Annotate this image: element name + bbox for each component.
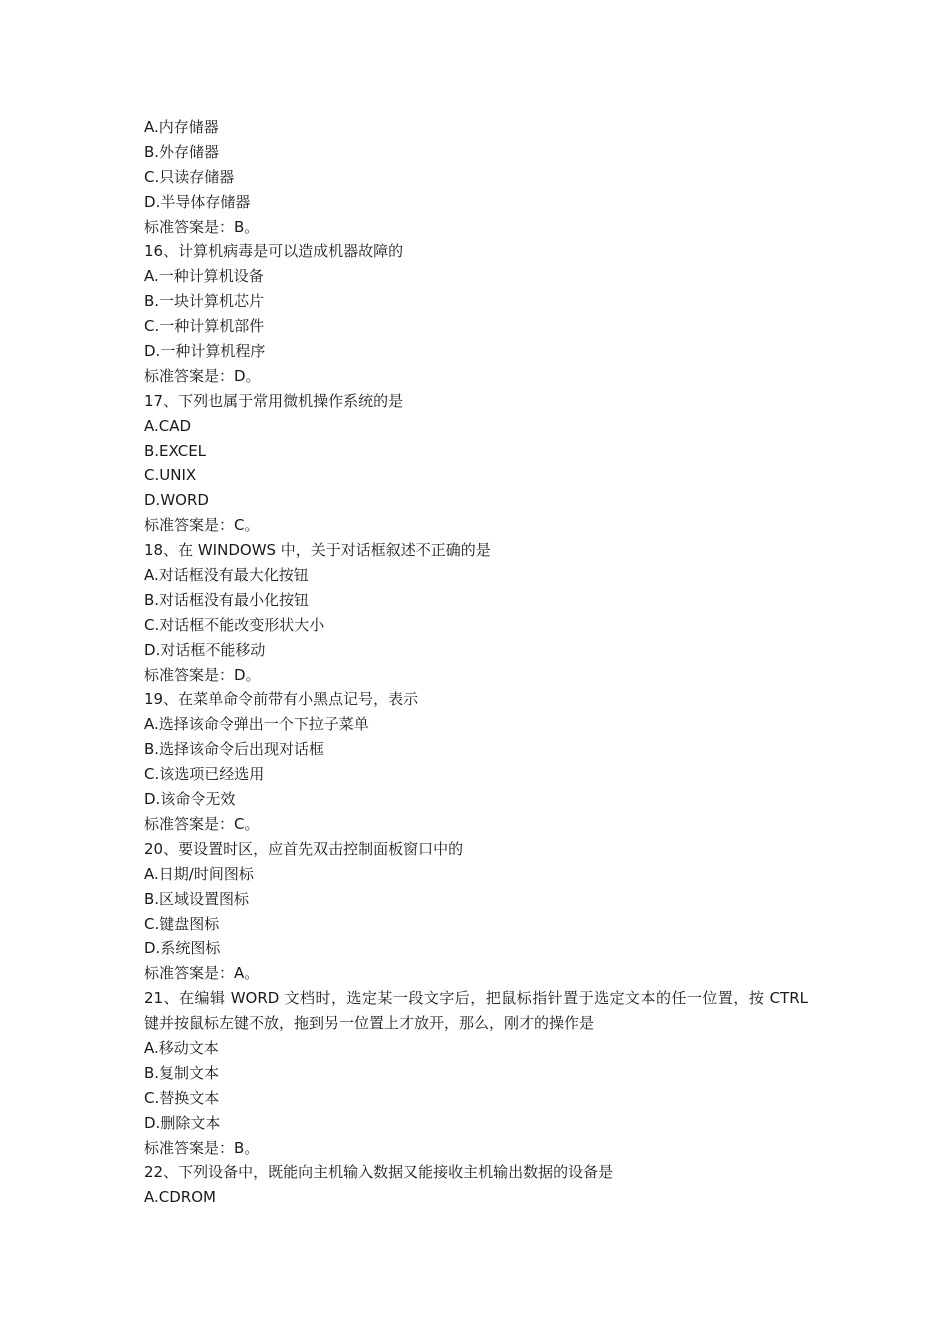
answer-line: 标准答案是：D。	[144, 366, 261, 385]
option-line: A.对话框没有最大化按钮	[144, 566, 309, 585]
option-line: B.外存储器	[144, 142, 220, 161]
option-line: D.该命令无效	[144, 790, 236, 809]
question-16: 16、计算机病毒是可以造成机器故障的	[144, 242, 404, 261]
option-line: B.选择该命令后出现对话框	[144, 740, 325, 759]
option-line: B.一块计算机芯片	[144, 292, 265, 311]
option-line: C.该选项已经选用	[144, 765, 265, 784]
answer-line: 标准答案是：B。	[144, 217, 260, 236]
answer-line: 标准答案是：D。	[144, 665, 261, 684]
option-line: A.CDROM	[144, 1188, 216, 1207]
option-line: A.选择该命令弹出一个下拉子菜单	[144, 715, 369, 734]
option-line: A.CAD	[144, 416, 192, 435]
option-line: B.区域设置图标	[144, 889, 250, 908]
option-line: C.键盘图标	[144, 914, 220, 933]
option-line: A.内存储器	[144, 118, 219, 136]
question-17: 17、下列也属于常用微机操作系统的是	[144, 391, 404, 410]
option-line: D.一种计算机程序	[144, 342, 266, 361]
option-line: D.系统图标	[144, 939, 221, 958]
option-line: B.EXCEL	[144, 441, 207, 460]
option-line: C.一种计算机部件	[144, 317, 265, 336]
answer-line: 标准答案是：B。	[144, 1138, 260, 1157]
option-line: A.一种计算机设备	[144, 267, 264, 286]
option-line: B.复制文本	[144, 1063, 220, 1082]
question-19: 19、在菜单命令前带有小黑点记号，表示	[144, 690, 419, 709]
question-21: 21、在编辑 WORD 文档时，选定某一段文字后，把鼠标指针置于选定文本的任一位置，按 CTRL 键并按鼠标左键不放，拖到另一位置上才放开，那么，刚才的操作是	[144, 989, 808, 1033]
option-line: C.替换文本	[144, 1088, 220, 1107]
answer-line: 标准答案是：C。	[144, 814, 260, 833]
option-line: D.WORD	[144, 491, 209, 510]
document-body	[144, 115, 808, 1210]
answer-line: 标准答案是：C。	[144, 516, 260, 535]
option-line: D.对话框不能移动	[144, 640, 266, 659]
option-line: A.移动文本	[144, 1038, 219, 1057]
option-line: D.删除文本	[144, 1113, 221, 1132]
option-line: B.对话框没有最小化按钮	[144, 590, 310, 609]
option-line: C.UNIX	[144, 466, 197, 485]
question-18: 18、在 WINDOWS 中，关于对话框叙述不正确的是	[144, 541, 491, 560]
option-line: C.只读存储器	[144, 167, 235, 186]
option-line: A.日期/时间图标	[144, 864, 254, 883]
question-22: 22、下列设备中，既能向主机输入数据又能接收主机输出数据的设备是	[144, 1163, 614, 1182]
option-line: D.半导体存储器	[144, 192, 251, 211]
answer-line: 标准答案是：A。	[144, 964, 260, 983]
question-20: 20、要设置时区，应首先双击控制面板窗口中的	[144, 839, 464, 858]
option-line: C.对话框不能改变形状大小	[144, 615, 325, 634]
